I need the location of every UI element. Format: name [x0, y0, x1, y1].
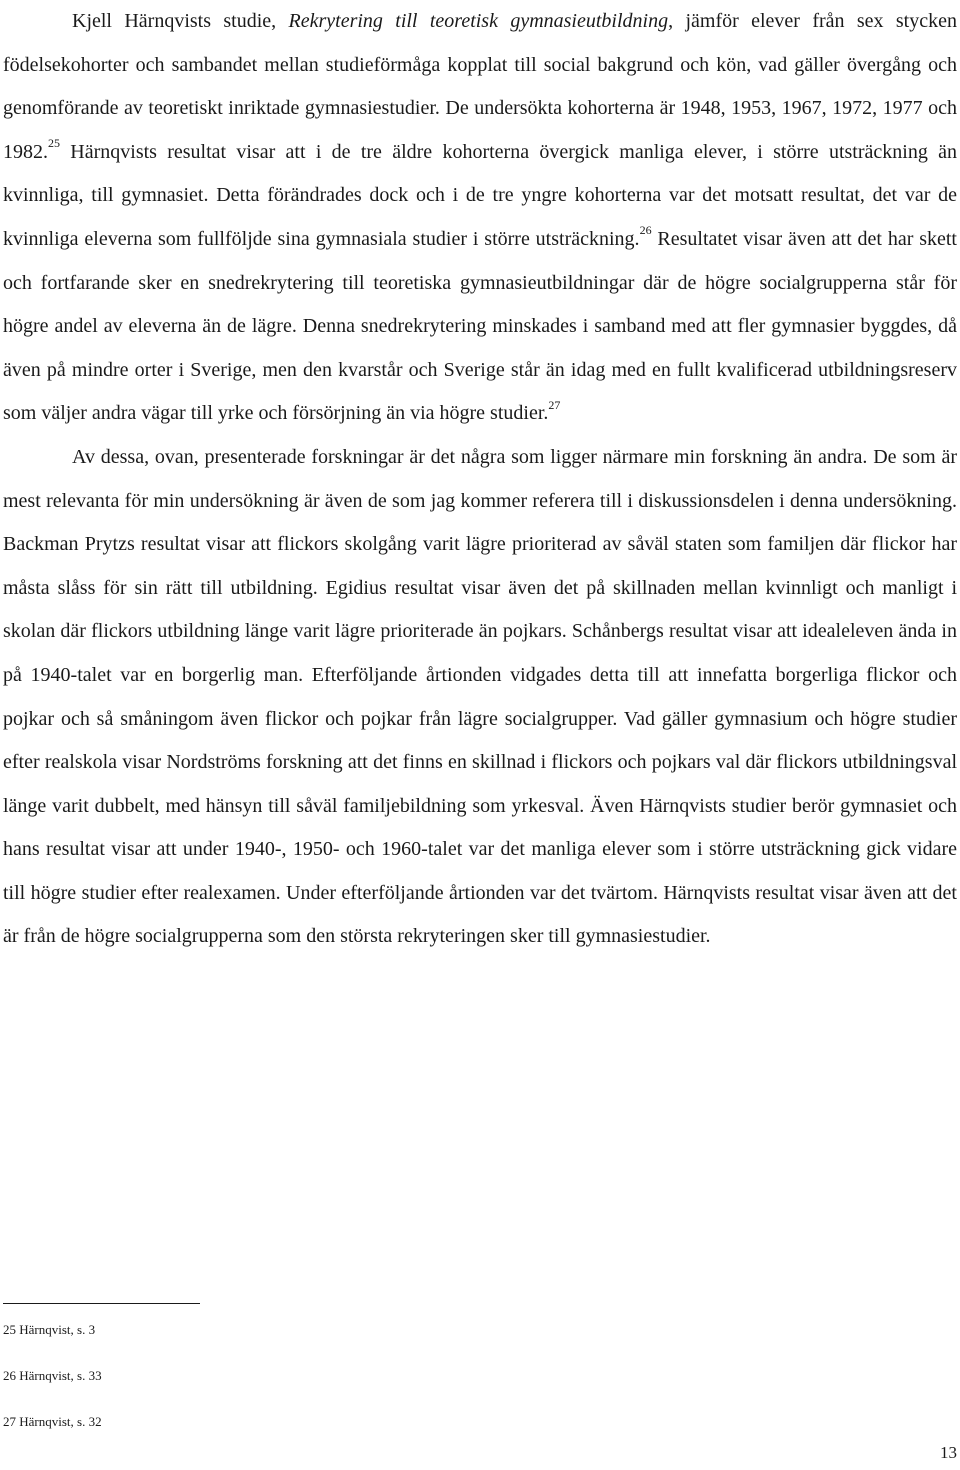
footnote-ref-27: 27	[548, 397, 561, 412]
footnote-ref-25: 25	[48, 136, 60, 151]
para1-text-1: Kjell Härnqvists studie,	[72, 10, 289, 32]
page-number: 13	[940, 1443, 957, 1462]
footnote-ref-26: 26	[639, 223, 652, 238]
para1-text-2: , jämför elever från sex stycken födelsekohorter och sambandet mellan studieförmåga kopplat till social bakgrund och kön, vad gäller övergång och genomförande av teoretiskt inriktade gymnasiestudier. De undersökta kohorterna är 1948, 1953, 1967, 1972, 1977 och 1982.	[3, 10, 957, 163]
paragraph-1	[3, 0, 957, 436]
footnote-25: 25 Härnqvist, s. 3	[3, 1322, 96, 1337]
para1-text-4: Resultatet visar även att det har skett och fortfarande sker en snedrekrytering till teoretiska gymnasieutbildningar där de högre socialgrupperna står för högre andel av eleverna än de lägre. Denna snedrekrytering minskades i samband med att fler gymnasier byggdes, då även på mindre orter i Sverige, men den kvarstår och Sverige står än idag med en fullt kvalificerad utbildningsreserv som väljer andra vägar till yrke och försörjning än via högre studier.	[3, 227, 957, 425]
footnote-separator	[3, 1303, 200, 1304]
para2-text: Av dessa, ovan, presenterade forskningar är det några som ligger närmare min forskning än andra. De som är mest relevanta för min undersökning är även de som jag kommer referera till i diskussionsdelen i denna undersökning. Backman Prytzs resultat visar att flickors skolgång varit lägre prioriterad av såväl staten som familjen där flickor har måsta slåss för sin rätt till utbildning. Egidius resultat visar även det på skillnaden mellan kvinnligt och manligt i skolan där flickors utbildning länge varit lägre prioriterade än pojkars. Schånbergs resultat visar att idealeleven ända in på 1940-talet var en borgerlig man. Efterföljande årtionden vidgades detta till att innefatta borgerliga flickor och pojkar och så småningom även flickor och pojkar från lägre socialgrupper. Vad gäller gymnasium och högre studier efter realskola visar Nordströms forskning att det finns en skillnad i flickors och pojkars val där flickors utbildningsval länge varit dubbelt, med hänsyn till såväl familjebildning som yrkesval. Även Härnqvists studier berör gymnasiet och hans resultat visar att under 1940-, 1950- och 1960-talet var det manliga elever som i större utsträckning gick vidare till högre studier efter realexamen. Under efterföljande årtionden var det tvärtom. Härnqvists resultat visar även att det är från de högre socialgrupperna som den största rekryteringen sker till gymnasiestudier.	[3, 445, 957, 948]
paragraph-2	[3, 436, 957, 959]
footnote-27: 27 Härnqvist, s. 32	[3, 1414, 102, 1429]
footnotes	[3, 1320, 603, 1458]
para1-text-3: Härnqvists resultat visar att i de tre äldre kohorterna övergick manliga elever, i större utsträckning än kvinnliga, till gymnasiet. Detta förändrades dock och i de tre yngre kohorterna var det motsatt resultat, det var de kvinnliga eleverna som fullföljde sina gymnasiala studier i större utsträckning.	[3, 140, 957, 250]
footnote-26: 26 Härnqvist, s. 33	[3, 1368, 102, 1383]
body-text	[3, 0, 957, 959]
para1-book-title: Rekrytering till teoretisk gymnasieutbildning	[288, 10, 669, 32]
